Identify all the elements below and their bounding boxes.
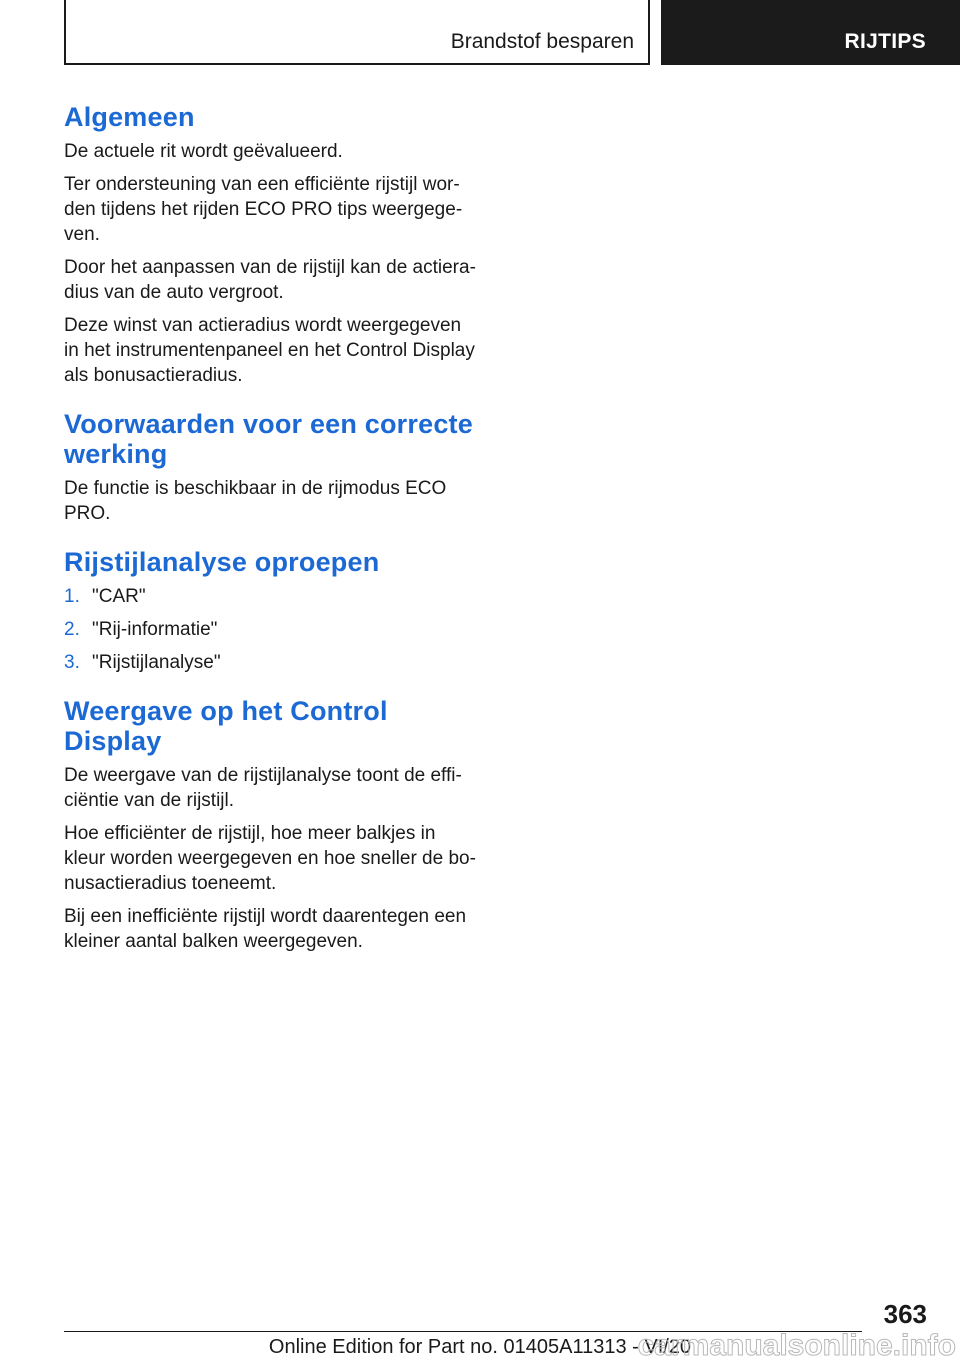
footer-edition-text: Online Edition for Part no. 01405A11313 - VI/20 [268,1336,692,1358]
step-text: "Rij-informatie" [92,619,218,640]
paragraph: Bij een inefficiënte rijstijl wordt daarentegen een kleiner aantal balken weergegeven. [64,906,467,952]
section-weergave-control-display [64,696,484,954]
paragraph: De actuele rit wordt geëvalueerd. [64,141,343,162]
steps-list [64,584,484,675]
section-heading: Weergave op het Control Display [64,696,388,756]
step-number: 3. [64,652,80,673]
list-item [64,650,484,675]
step-number: 1. [64,586,80,607]
header-divider [648,0,650,65]
section-voorwaarden [64,409,484,526]
paragraph: Hoe efficiënter de rijstijl, hoe meer balkjes in kleur worden weergegeven en hoe sneller de bo- nusactieradius toeneemt. [64,823,476,894]
paragraph: De weergave van de rijstijlanalyse toont de effi- ciëntie van de rijstijl. [64,765,462,811]
step-number: 2. [64,619,80,640]
step-text: "CAR" [92,586,146,607]
paragraph: Ter ondersteuning van een efficiënte rijstijl wor- den tijdens het rijden ECO PRO tips weergege- ven. [64,174,463,245]
section-heading: Rijstijlanalyse oproepen [64,547,380,577]
page-number: 363 [883,1299,927,1329]
header-rule [64,63,650,65]
header-left-line [64,0,66,65]
section-heading: Algemeen [64,102,195,132]
watermark-logo: carmanualsonline.info [637,1329,956,1362]
list-item [64,584,484,609]
section-rijstijlanalyse-oproepen [64,547,484,675]
manual-page-content [64,102,484,954]
paragraph: Door het aanpassen van de rijstijl kan de actiera- dius van de auto vergroot. [64,257,476,303]
paragraph: De functie is beschikbaar in de rijmodus ECO PRO. [64,478,447,524]
list-item [64,617,484,642]
paragraph: Deze winst van actieradius wordt weergegeven in het instrumentenpaneel en het Control Display als bonusactieradius. [64,315,475,386]
header-chapter-title: RIJTIPS [844,30,926,53]
step-text: "Rijstijlanalyse" [92,652,221,673]
header-section-title: Brandstof besparen [450,30,634,53]
header-chapter-tab [661,0,960,65]
section-algemeen [64,102,484,388]
section-heading: Voorwaarden voor een correcte werking [64,409,473,469]
